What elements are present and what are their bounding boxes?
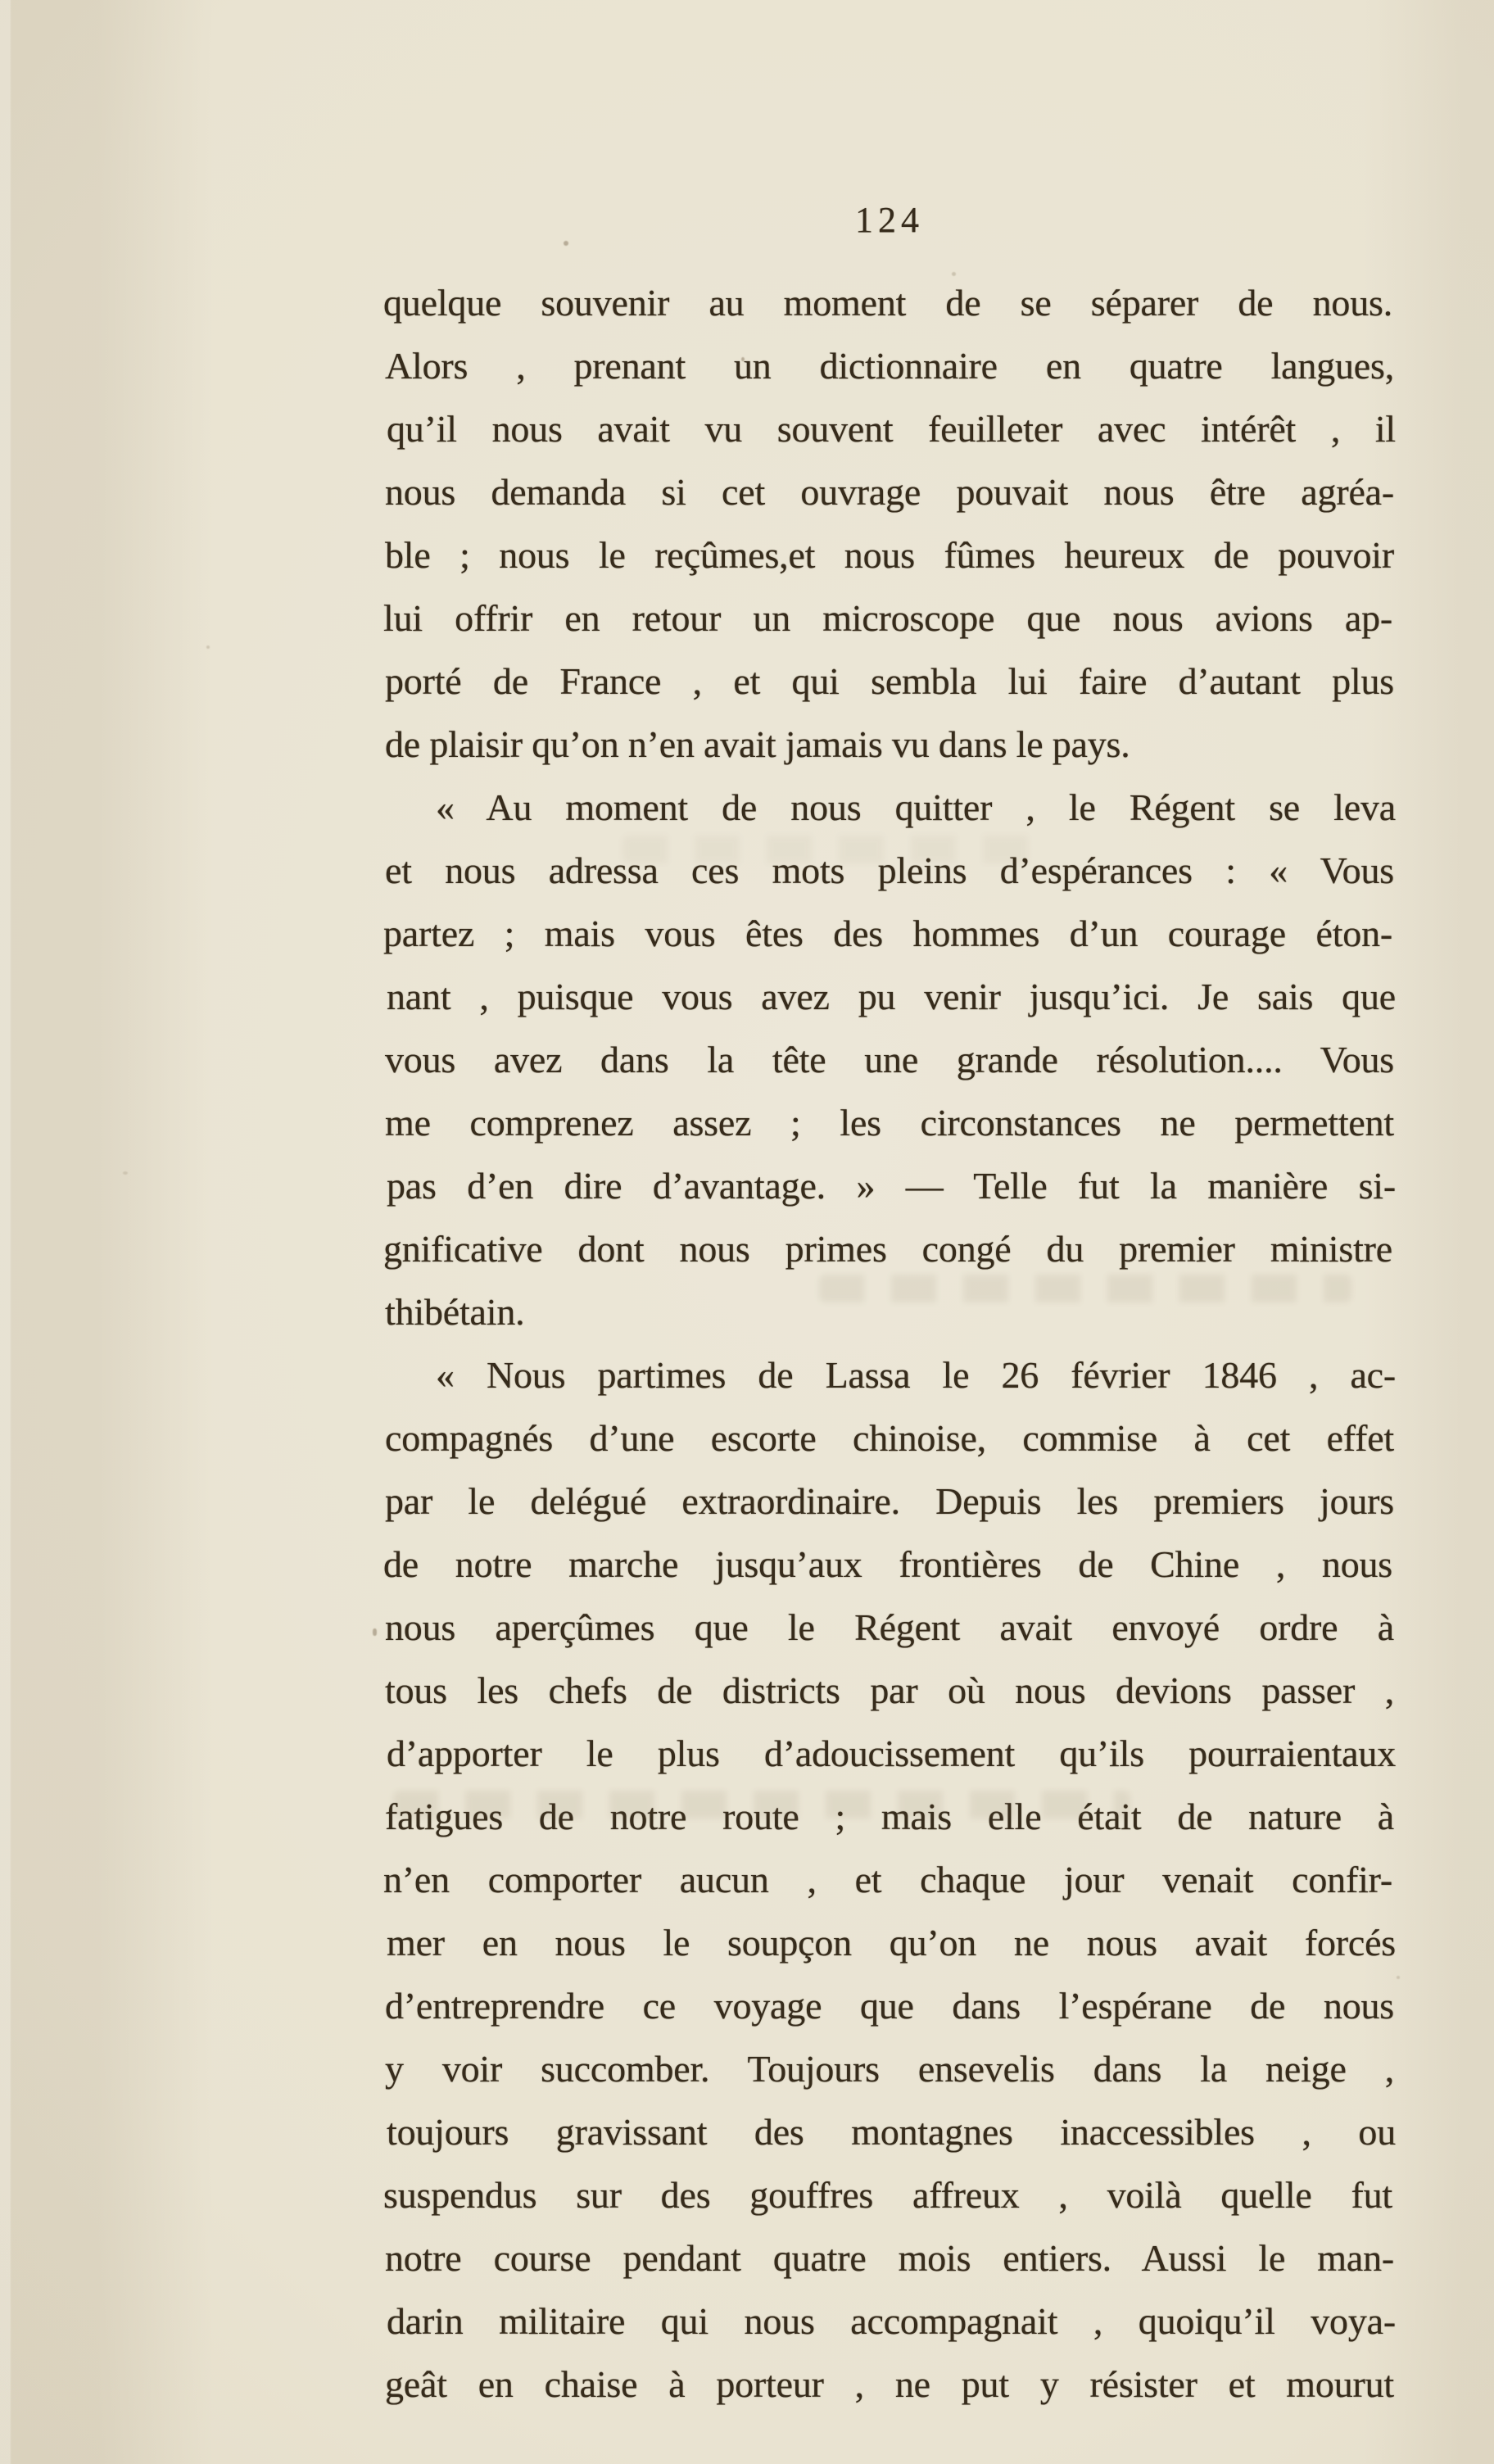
body-text <box>385 271 1394 2416</box>
text-line: et nous adressa ces mots pleins d’espérances : « Vous <box>385 849 1394 891</box>
text-line: « Nous partimes de Lassa le 26 février 1846 , ac- <box>436 1354 1396 1396</box>
text-line: darin militaire qui nous accompagnait , quoiqu’il voya- <box>387 2300 1396 2342</box>
text-line: partez ; mais vous êtes des hommes d’un courage éton- <box>383 913 1392 954</box>
text-line: pas d’en dire d’avantage. » — Telle fut la manière si- <box>387 1165 1396 1207</box>
paper-speck <box>741 357 745 361</box>
text-line: de notre marche jusqu’aux frontières de Chine , nous <box>383 1543 1392 1585</box>
paper-speck <box>123 1171 128 1175</box>
text-line: d’entreprendre ce voyage que dans l’espérane de nous <box>385 1985 1394 2027</box>
text-line: nous demanda si cet ouvrage pouvait nous être agréa- <box>385 471 1394 513</box>
text-line: porté de France , et qui sembla lui faire d’autant plus <box>385 660 1394 702</box>
paper-speck <box>1397 1976 1400 1979</box>
text-line: nous aperçûmes que le Régent avait envoyé ordre à <box>385 1606 1394 1648</box>
ink-showthrough <box>622 836 1048 863</box>
text-line: me comprenez assez ; les circonstances ne permettent <box>385 1102 1394 1144</box>
text-line: d’apporter le plus d’adoucissement qu’ils pourraientaux <box>387 1732 1396 1774</box>
paper-speck <box>459 2331 462 2335</box>
text-line: par le delégué extraordinaire. Depuis les premiers jours <box>385 1480 1394 1522</box>
text-line: nant , puisque vous avez pu venir jusqu’ici. Je sais que <box>387 976 1396 1017</box>
text-line: n’en comporter aucun , et chaque jour venait confir- <box>383 1859 1392 1900</box>
text-line: Alors , prenant un dictionnaire en quatre langues, <box>385 345 1394 387</box>
text-line: geât en chaise à porteur , ne put y résister et mourut <box>385 2363 1394 2405</box>
text-line: quelque souvenir au moment de se séparer de nous. <box>383 282 1392 324</box>
text-line: de plaisir qu’on n’en avait jamais vu dans le pays. <box>385 723 1130 765</box>
text-line: toujours gravissant des montagnes inaccessibles , ou <box>387 2111 1396 2153</box>
text-line: ble ; nous le reçûmes,et nous fûmes heureux de pouvoir <box>385 534 1394 576</box>
page-number: 124 <box>855 200 924 240</box>
paper-speck <box>206 645 210 649</box>
ink-showthrough <box>393 1791 1130 1819</box>
paper-speck <box>564 241 568 246</box>
text-line: « Au moment de nous quitter , le Régent se leva <box>436 786 1396 828</box>
text-line: tous les chefs de districts par où nous devions passer , <box>385 1669 1394 1711</box>
text-line: suspendus sur des gouffres affreux , voilà quelle fut <box>383 2174 1392 2216</box>
text-line: lui offrir en retour un microscope que nous avions ap- <box>383 597 1392 639</box>
text-line: mer en nous le soupçon qu’on ne nous avait forcés <box>387 1922 1396 1964</box>
text-line: gnificative dont nous primes congé du premier ministre <box>383 1228 1392 1270</box>
paper-speck <box>373 1628 377 1636</box>
text-line: vous avez dans la tête une grande résolution.... Vous <box>385 1039 1394 1080</box>
text-line: compagnés d’une escorte chinoise, commise à cet effet <box>385 1417 1394 1459</box>
text-line: thibétain. <box>385 1291 525 1333</box>
text-line: qu’il nous avait vu souvent feuilleter avec intérêt , il <box>387 408 1396 450</box>
paper-speck <box>952 272 956 276</box>
text-line: fatigues de notre route ; mais elle était de nature à <box>385 1796 1394 1837</box>
ink-showthrough <box>819 1275 1351 1302</box>
text-line: y voir succomber. Toujours ensevelis dans la neige , <box>385 2048 1394 2090</box>
text-line: notre course pendant quatre mois entiers. Aussi le man- <box>385 2237 1394 2279</box>
